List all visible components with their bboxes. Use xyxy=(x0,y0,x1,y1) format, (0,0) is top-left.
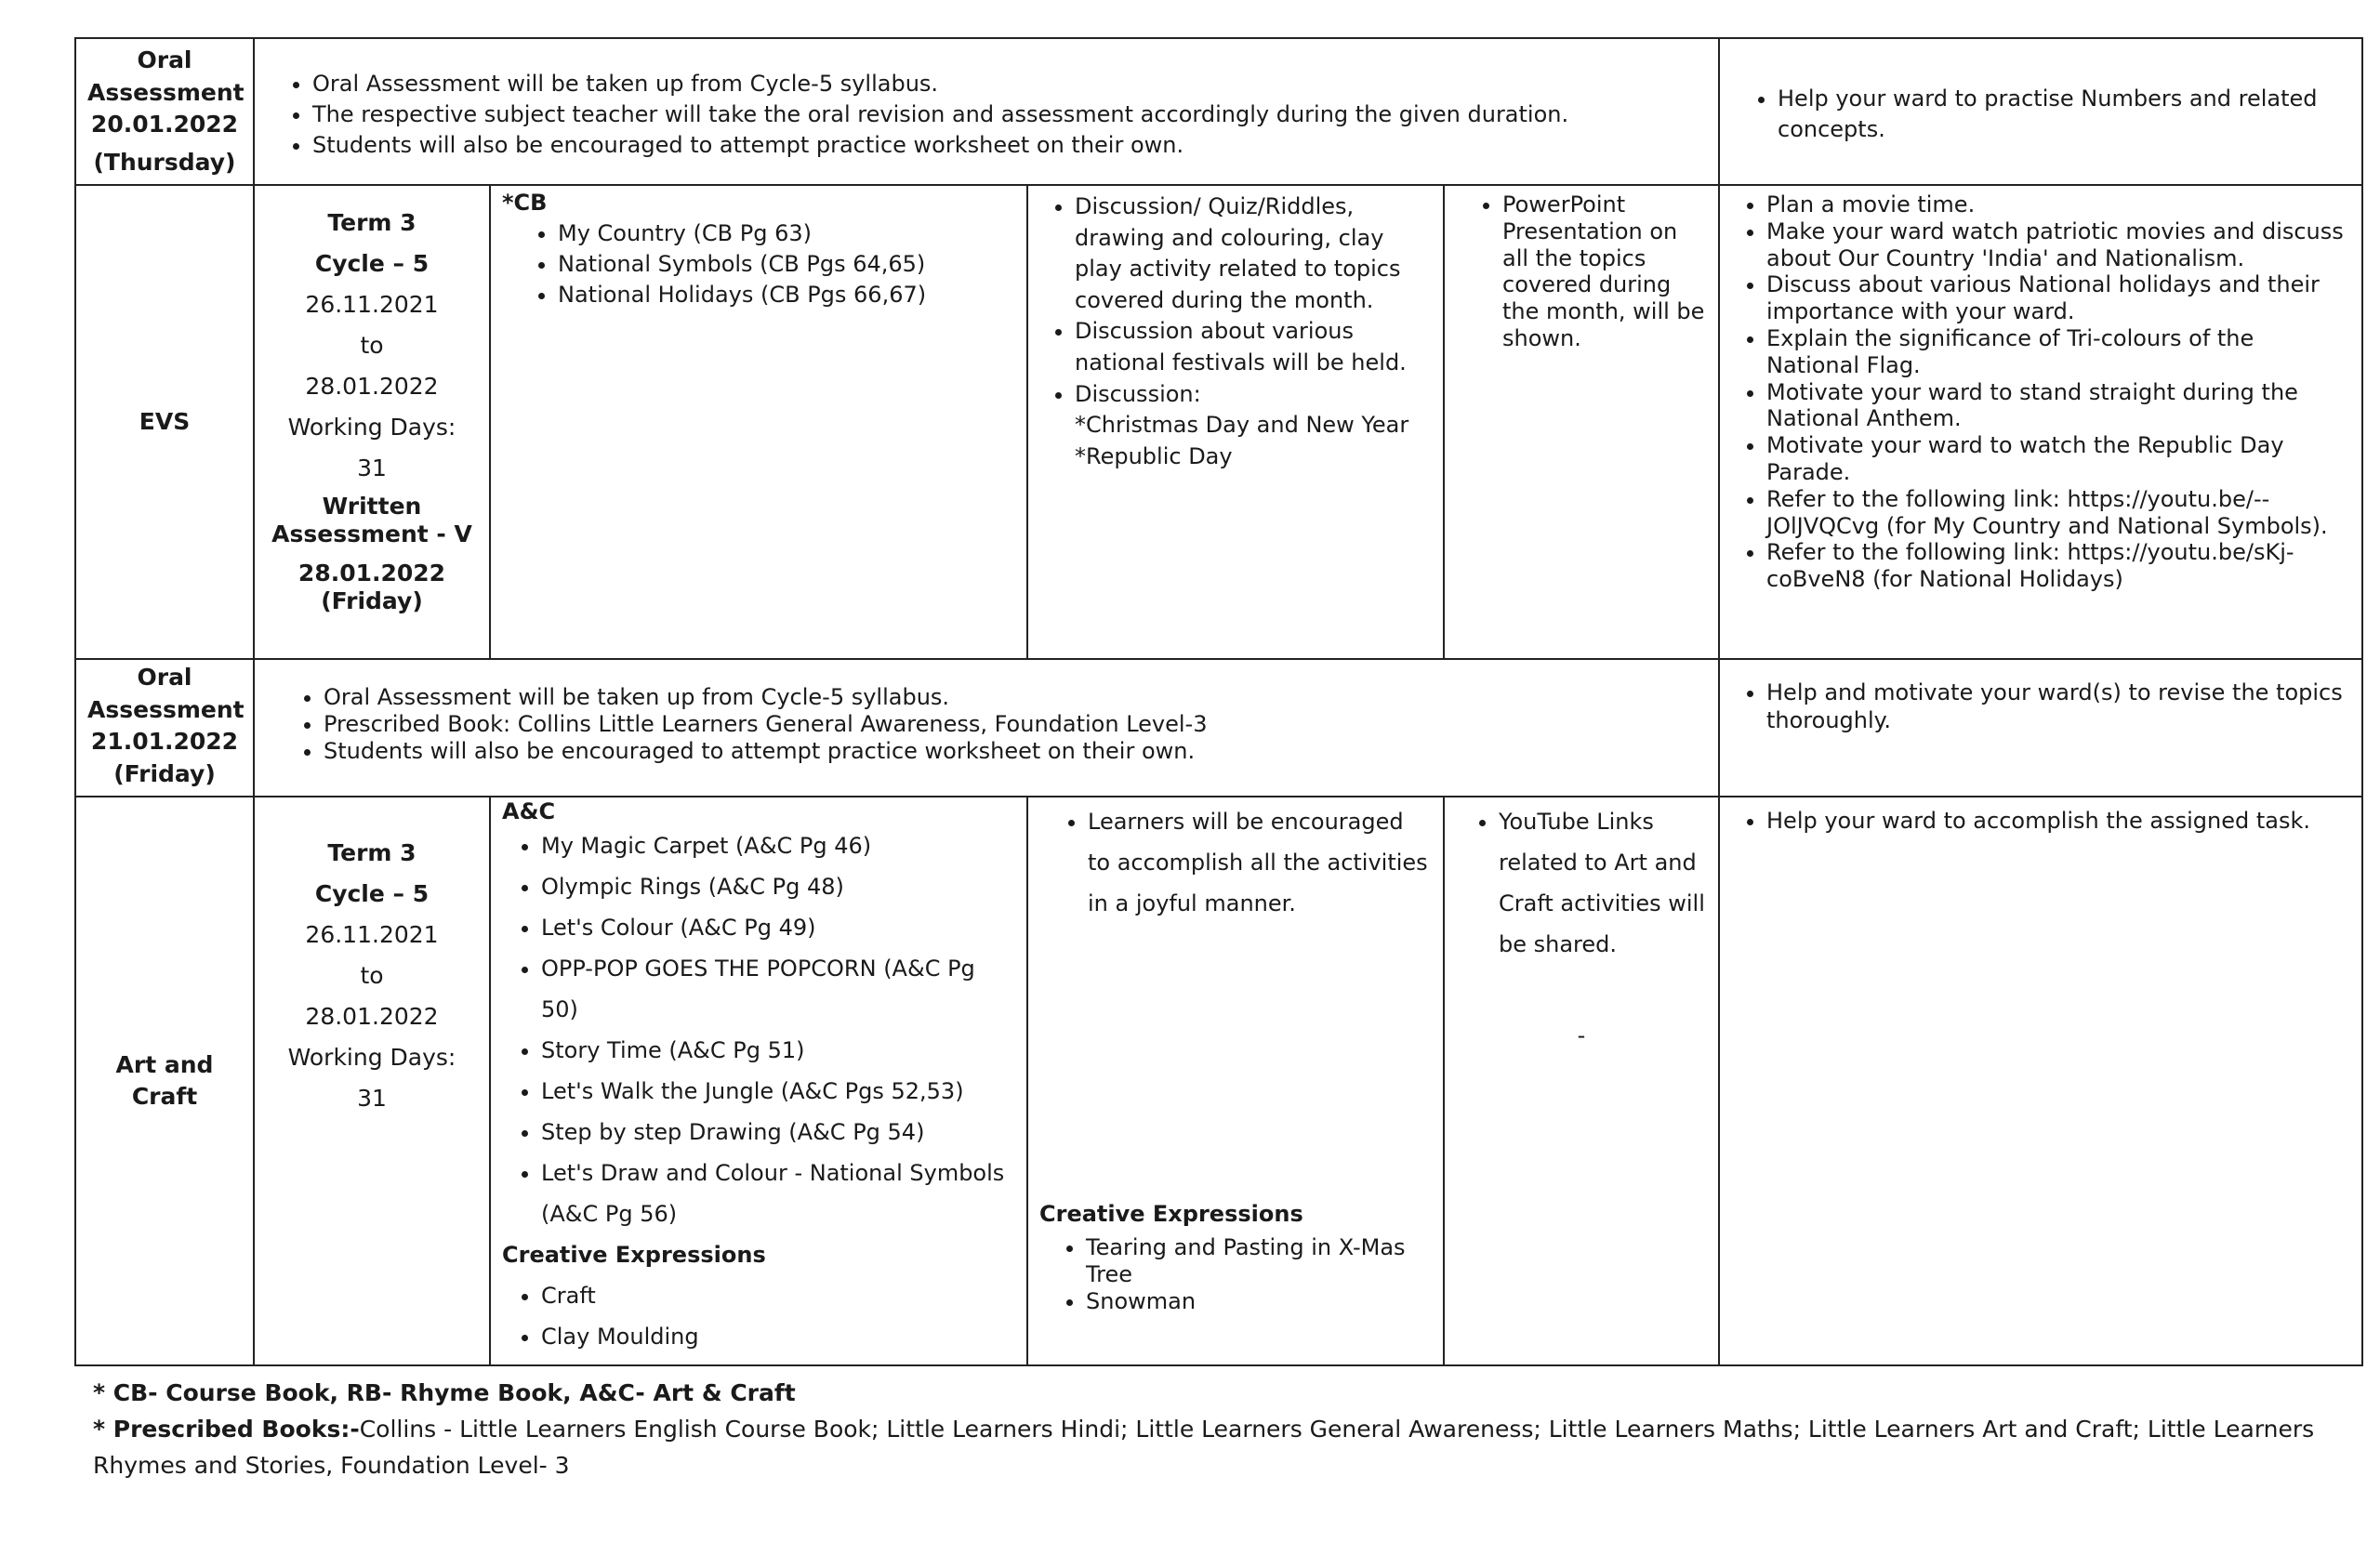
lesson-plan-sheet xyxy=(74,37,2361,1366)
list-item: • Snowman xyxy=(1086,1288,1432,1315)
cycle-label: Cycle – 5 xyxy=(314,250,430,277)
list-item: • Motivate your ward to stand straight during the National Anthem. xyxy=(1766,379,2350,433)
written-assessment-label: Written Assessment - V xyxy=(271,493,472,547)
creative-expressions-heading: Creative Expressions xyxy=(502,1242,766,1268)
working-days-label: Working Days: xyxy=(287,414,456,441)
list-item: • Oral Assessment will be taken up from Cycle-5 syllabus. xyxy=(312,69,1707,99)
list-item: • Step by step Drawing (A&C Pg 54) xyxy=(541,1112,1015,1153)
evs-activities xyxy=(1027,185,1444,659)
working-days-value: 31 xyxy=(357,455,387,481)
abbreviation-note: * CB- Course Book, RB- Rhyme Book, A&C- Art & Craft xyxy=(93,1379,796,1406)
oral-assessment-1-details xyxy=(254,38,1719,185)
evs-row xyxy=(75,185,2362,659)
list-item: • YouTube Links related to Art and Craft activities will be shared. xyxy=(1499,801,1707,965)
end-date: 28.01.2022 xyxy=(305,1003,439,1030)
subject-line: Craft xyxy=(131,1083,198,1110)
evs-parent-tips xyxy=(1719,185,2362,659)
list-item xyxy=(1075,379,1432,473)
term-label: Term 3 xyxy=(327,209,416,236)
list-item: • Learners will be encouraged to accomplish all the activities in a joyful manner. xyxy=(1088,801,1432,924)
footer-notes xyxy=(93,1376,2324,1483)
list-item: • My Country (CB Pg 63) xyxy=(558,218,1015,249)
art-topics-heading: A&C xyxy=(502,798,556,824)
working-days-value: 31 xyxy=(357,1085,387,1112)
list-item: • Let's Draw and Colour - National Symbols (A&C Pg 56) xyxy=(541,1153,1015,1234)
list-item: • National Symbols (CB Pgs 64,65) xyxy=(558,249,1015,280)
oral-assessment-row-2 xyxy=(75,659,2362,797)
written-assessment-date: 28.01.2022 xyxy=(298,560,446,586)
start-date: 26.11.2021 xyxy=(305,921,439,948)
list-item: • Oral Assessment will be taken up from Cycle-5 syllabus. xyxy=(324,684,1707,711)
oral-assessment-1-subject xyxy=(75,38,254,185)
lesson-plan-table xyxy=(74,37,2363,1366)
list-item: • Motivate your ward to watch the Republic Day Parade. xyxy=(1766,432,2350,486)
list-item: • Story Time (A&C Pg 51) xyxy=(541,1030,1015,1071)
cycle-label: Cycle – 5 xyxy=(314,880,430,907)
subject-line: Oral xyxy=(137,46,192,73)
prescribed-books-list: Collins - Little Learners English Course Book; Little Learners Hindi; Little Learners General Awareness; Little Learners Maths; Little Learners Art and Craft; Little Learners Rhymes and Stories, Foundation Level- 3 xyxy=(93,1415,2315,1479)
art-craft-activities xyxy=(1027,797,1444,1365)
list-item: • Plan a movie time. xyxy=(1766,191,2350,218)
list-item: • Explain the significance of Tri-colours of the National Flag. xyxy=(1766,325,2350,379)
working-days-label: Working Days: xyxy=(287,1044,456,1071)
list-item: • Discussion about various national festivals will be held. xyxy=(1075,316,1432,378)
list-item: • Tearing and Pasting in X-Mas Tree xyxy=(1086,1234,1432,1288)
subject-line: Assessment xyxy=(87,695,245,723)
end-date: 28.01.2022 xyxy=(305,373,439,400)
list-item: • OPP-POP GOES THE POPCORN (A&C Pg 50) xyxy=(541,948,1015,1030)
prescribed-books-label: * Prescribed Books:- xyxy=(93,1415,360,1443)
sub-item: *Republic Day xyxy=(1075,442,1233,469)
subject-line: Art and xyxy=(115,1050,214,1078)
term-label: Term 3 xyxy=(327,839,416,866)
subject-line: 20.01.2022 xyxy=(90,111,239,138)
list-item: • Help your ward to practise Numbers and related concepts. xyxy=(1778,84,2350,145)
prescribed-books-note xyxy=(93,1412,2324,1484)
start-date: 26.11.2021 xyxy=(305,291,439,318)
art-craft-subject xyxy=(75,797,254,1365)
list-item: • Refer to the following link: https://youtu.be/--JOlJVQCvg (for My Country and National Symbols). xyxy=(1766,486,2350,540)
oral-assessment-1-tips xyxy=(1719,38,2362,185)
subject-line: Oral xyxy=(137,664,192,691)
art-craft-row xyxy=(75,797,2362,1365)
to-label: to xyxy=(360,332,384,359)
subject-line: (Friday) xyxy=(113,759,216,787)
oral-assessment-2-details xyxy=(254,659,1719,797)
art-craft-term-info xyxy=(254,797,490,1365)
list-item: • PowerPoint Presentation on all the topics covered during the month, will be shown. xyxy=(1502,191,1707,352)
art-craft-topics xyxy=(490,797,1027,1365)
oral-assessment-2-subject xyxy=(75,659,254,797)
evs-term-info xyxy=(254,185,490,659)
list-item: • Craft xyxy=(541,1275,1015,1316)
subject-line: 21.01.2022 xyxy=(90,728,239,755)
art-craft-teaching-aids xyxy=(1444,797,1719,1365)
list-item: • Students will also be encouraged to attempt practice worksheet on their own. xyxy=(324,738,1707,765)
list-item: • Students will also be encouraged to attempt practice worksheet on their own. xyxy=(312,130,1707,161)
list-item: • My Magic Carpet (A&C Pg 46) xyxy=(541,825,1015,866)
art-craft-parent-tips xyxy=(1719,797,2362,1365)
aids-dash: - xyxy=(1577,1022,1586,1048)
evs-subject: EVS xyxy=(75,185,254,659)
list-item: • Let's Colour (A&C Pg 49) xyxy=(541,907,1015,948)
list-item: • Olympic Rings (A&C Pg 48) xyxy=(541,866,1015,907)
evs-topics xyxy=(490,185,1027,659)
list-item-text: Discussion: xyxy=(1075,380,1201,407)
list-item: • Let's Walk the Jungle (A&C Pgs 52,53) xyxy=(541,1071,1015,1112)
list-item: • Clay Moulding xyxy=(541,1316,1015,1357)
evs-teaching-aids xyxy=(1444,185,1719,659)
list-item: • Make your ward watch patriotic movies and discuss about Our Country 'India' and Nationalism. xyxy=(1766,218,2350,272)
activity-creative-heading: Creative Expressions xyxy=(1039,1201,1303,1227)
sub-item: *Christmas Day and New Year xyxy=(1075,412,1409,439)
list-item: • Prescribed Book: Collins Little Learners General Awareness, Foundation Level-3 xyxy=(324,711,1707,738)
list-item: • The respective subject teacher will take the oral revision and assessment accordingly during the given duration. xyxy=(312,99,1707,130)
to-label: to xyxy=(360,962,384,989)
list-item: • Discuss about various National holidays and their importance with your ward. xyxy=(1766,271,2350,325)
list-item: • Help and motivate your ward(s) to revise the topics thoroughly. xyxy=(1766,679,2350,734)
subject-line: Assessment xyxy=(87,78,245,106)
oral-assessment-2-tips xyxy=(1719,659,2362,797)
list-item: • Refer to the following link: https://youtu.be/sKj-coBveN8 (for National Holidays) xyxy=(1766,539,2350,593)
evs-topics-heading: *CB xyxy=(502,190,548,216)
spacer xyxy=(1039,924,1432,1193)
written-assessment-day: (Friday) xyxy=(321,587,423,614)
list-item: • National Holidays (CB Pgs 66,67) xyxy=(558,280,1015,310)
subject-line: (Thursday) xyxy=(93,148,236,176)
list-item: • Discussion/ Quiz/Riddles, drawing and colouring, clay play activity related to topics covered during the month. xyxy=(1075,191,1432,316)
oral-assessment-row-1 xyxy=(75,38,2362,185)
list-item: • Help your ward to accomplish the assigned task. xyxy=(1766,801,2350,840)
